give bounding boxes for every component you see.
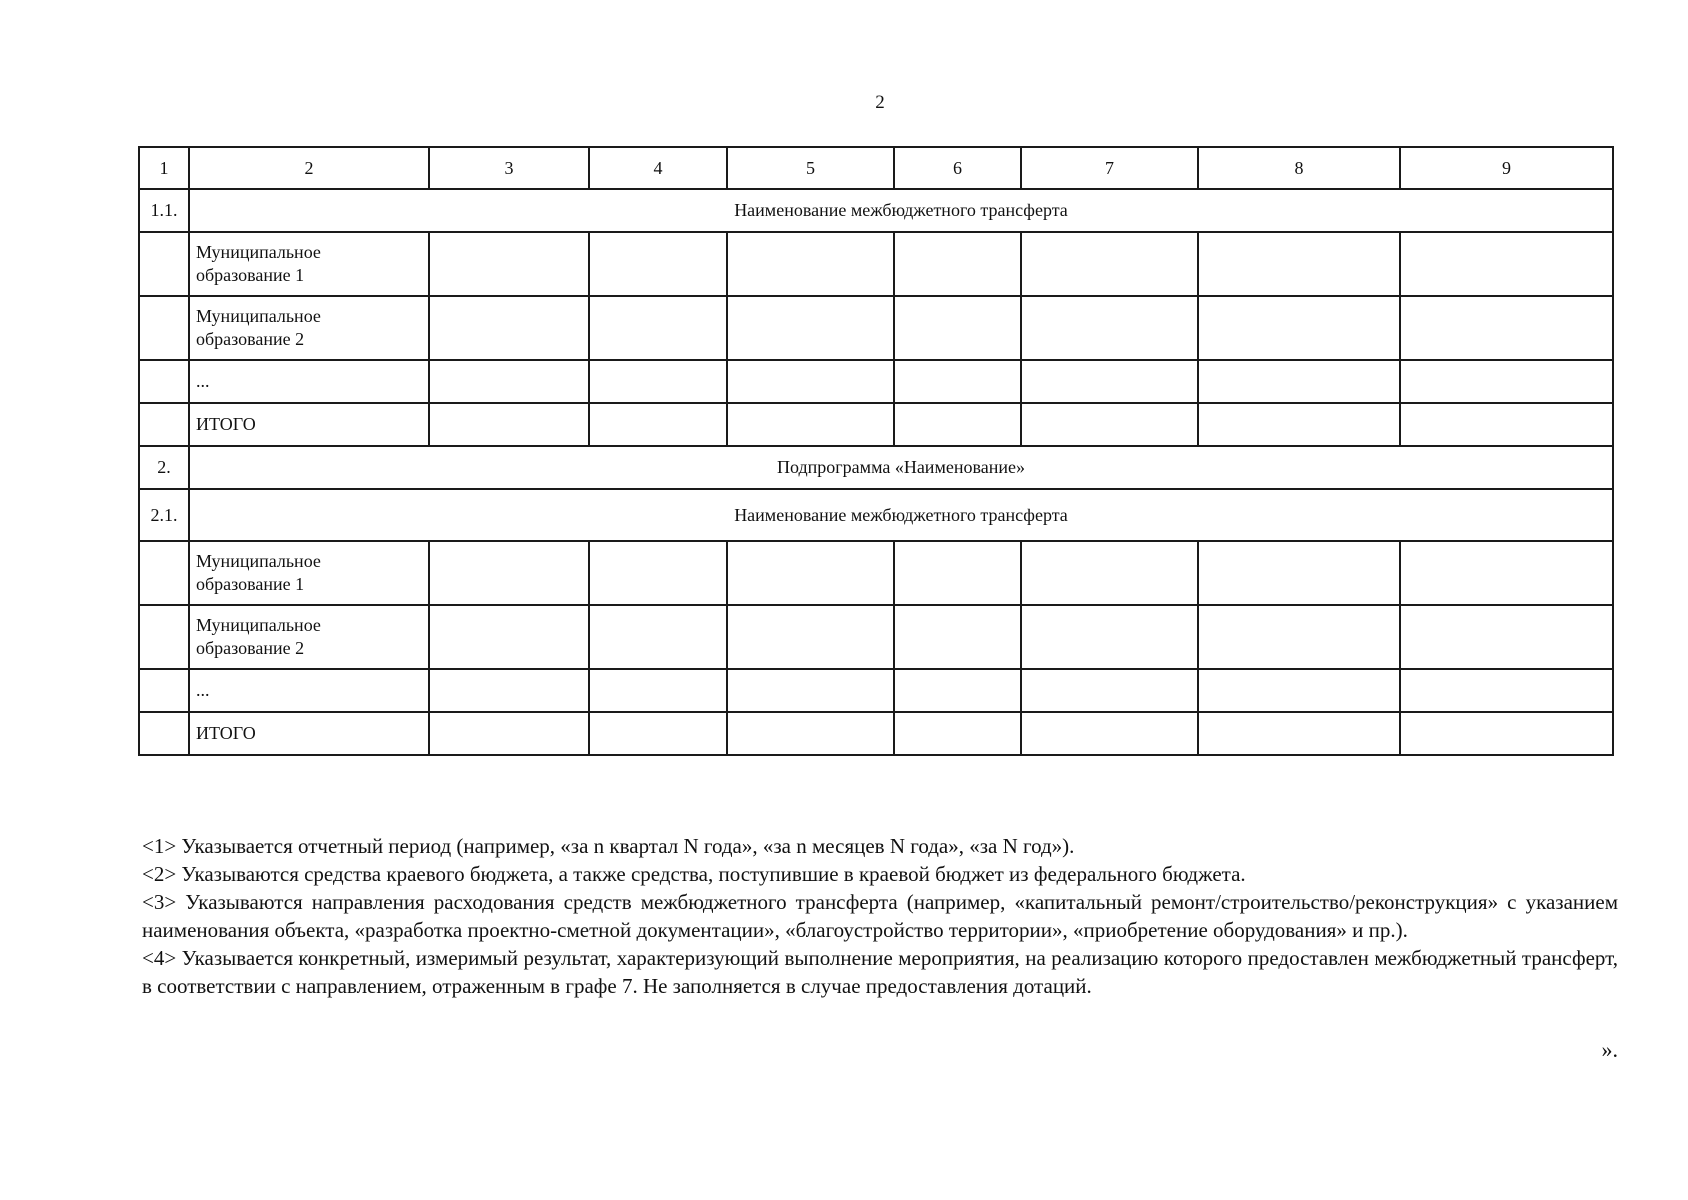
closing-quote: ». [1601,1037,1618,1062]
ellipsis-cell: ... [189,360,429,403]
column-number-1: 1 [139,147,189,189]
total-label: ИТОГО [189,403,429,446]
column-number-4: 4 [589,147,727,189]
subprogram-title: Подпрограмма «Наименование» [189,446,1613,489]
page-number: 2 [875,92,885,113]
table-row [139,360,1613,403]
table-row [139,605,1613,669]
table-row [139,296,1613,360]
section-number: 2.1. [139,489,189,541]
footnotes [142,832,1618,1000]
footnote-3: <3> Указываются направления расходования средств межбюджетного трансферта (например, «капитальный ремонт/строительство/реконструкция» с указанием наименования объекта, «разработка проектно-сметной документации», «благоустройство территории», «приобретение оборудования» и пр.). [142,890,1618,942]
transfers-table [138,146,1614,756]
total-row [139,712,1613,755]
municipality-name: Муниципальное образование 1 [189,232,429,296]
table-row [139,232,1613,296]
column-number-8: 8 [1198,147,1400,189]
municipality-name: Муниципальное образование 1 [189,541,429,605]
section-number: 1.1. [139,189,189,232]
footnote-1: <1> Указывается отчетный период (например, «за n квартал N года», «за n месяцев N года», «за N год»). [142,834,1075,858]
ellipsis-cell: ... [189,669,429,712]
section-number: 2. [139,446,189,489]
municipality-name: Муниципальное образование 2 [189,605,429,669]
section-title: Наименование межбюджетного трансферта [189,489,1613,541]
section-title: Наименование межбюджетного трансферта [189,189,1613,232]
column-number-3: 3 [429,147,589,189]
column-number-6: 6 [894,147,1021,189]
section-row-1-1 [139,189,1613,232]
section-row-2-1 [139,489,1613,541]
column-number-7: 7 [1021,147,1198,189]
footnote-2: <2> Указываются средства краевого бюджета, а также средства, поступившие в краевой бюджет из федерального бюджета. [142,862,1246,886]
footnote-4: <4> Указывается конкретный, измеримый результат, характеризующий выполнение мероприятия, на реализацию которого предоставлен межбюджетный трансферт, в соответствии с направлением, отраженным в графе 7. Не заполняется в случае предоставления дотаций. [142,946,1618,998]
municipality-name: Муниципальное образование 2 [189,296,429,360]
column-number-5: 5 [727,147,894,189]
table-row [139,541,1613,605]
column-number-2: 2 [189,147,429,189]
total-row [139,403,1613,446]
section-row-2 [139,446,1613,489]
table-row [139,669,1613,712]
table-header-row [139,147,1613,189]
column-number-9: 9 [1400,147,1613,189]
total-label: ИТОГО [189,712,429,755]
